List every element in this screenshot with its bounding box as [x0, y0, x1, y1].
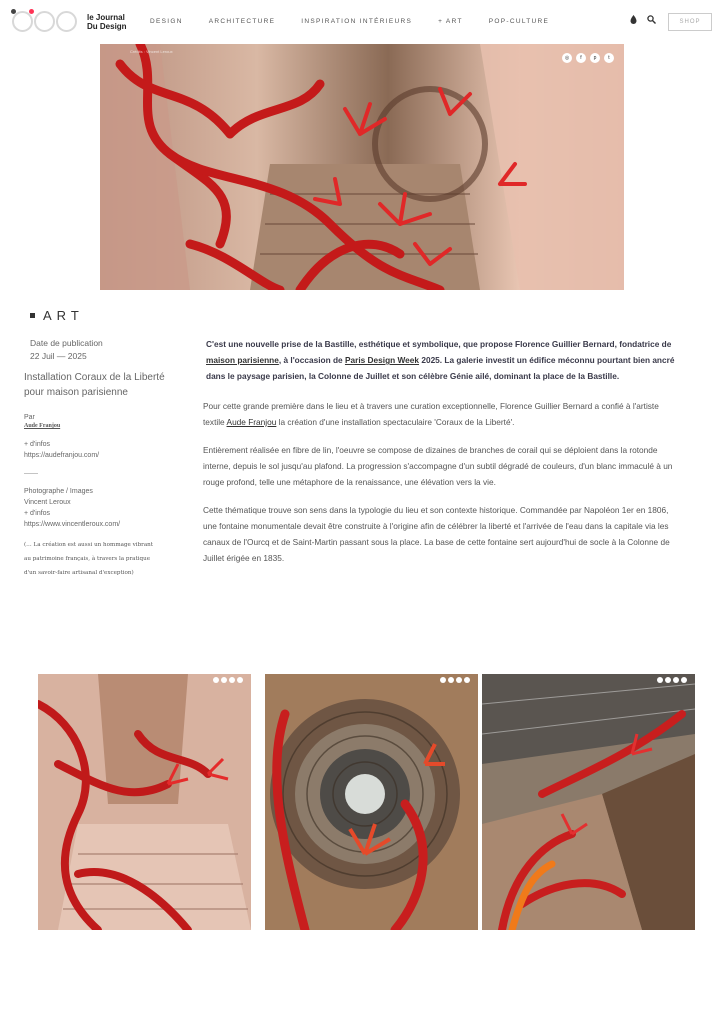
p1-text-b: la création d'une installation spectaculaire 'Coraux de la Liberté'. [276, 417, 515, 427]
logo-line-2: Du Design [87, 21, 127, 31]
coral-installation-photo [100, 44, 624, 290]
gallery-1-share [213, 677, 243, 683]
main-nav [150, 18, 575, 25]
hero-image [100, 44, 624, 290]
instagram-icon[interactable] [657, 677, 663, 683]
paragraph-1 [203, 398, 681, 430]
coral-stairs-photo [38, 674, 251, 930]
instagram-icon[interactable] [213, 677, 219, 683]
twitter-icon[interactable]: t [604, 53, 614, 63]
author-link[interactable]: Aude Franjou [24, 423, 61, 429]
hero-share-bar [562, 53, 614, 63]
separator: —— [24, 470, 38, 477]
gallery-3-share [657, 677, 687, 683]
quote-line-1: (… La création est aussi un hommage vibrant [24, 542, 154, 548]
nav-design[interactable]: DESIGN [150, 18, 183, 25]
quote-line-2: au patrimoine français, à travers la pratique [24, 556, 151, 562]
author-website-link[interactable]: https://audefranjou.com/ [24, 452, 100, 459]
pinterest-icon[interactable] [229, 677, 235, 683]
project-title: Installation Coraux de la Liberté pour maison parisienne [24, 372, 165, 398]
by-label: Par [24, 414, 35, 421]
article-body [203, 336, 681, 578]
lead-text-a: C'est une nouvelle prise de la Bastille, esthétique et symbolique, que propose Florence Guillier Bernard, fondatrice de [206, 339, 672, 349]
more-info-label-1: + d'infos [24, 441, 51, 448]
twitter-icon[interactable] [681, 677, 687, 683]
hero-caption: Crédits : Vincent Leroux [130, 49, 173, 54]
header-icons [630, 15, 656, 25]
logo-line-1: le Journal [87, 12, 125, 22]
paris-design-week-link[interactable]: Paris Design Week [344, 355, 420, 365]
nav-art[interactable]: + ART [438, 18, 463, 25]
nav-architecture[interactable]: ARCHITECTURE [208, 18, 276, 25]
gallery-image-1[interactable] [38, 674, 251, 930]
category-square-icon [30, 313, 35, 318]
photographer-label: Photographe / Images [24, 488, 93, 495]
lead-paragraph [206, 336, 681, 384]
twitter-icon[interactable] [464, 677, 470, 683]
coral-railing-photo [482, 674, 695, 930]
paragraph-2: Entièrement réalisée en fibre de lin, l'oeuvre se compose de dizaines de branches de corail qui se déploient dans la rotonde interne, depuis le sol jusqu'au plafond. La progression s'accompagne d'un subtil dégradé de couleurs, d'un blanc immaculé à un rouge profond, telle une métaphore de la renaissance, une élévation vers la vie. [203, 445, 673, 487]
pinterest-icon[interactable]: p [590, 53, 600, 63]
facebook-icon[interactable] [448, 677, 454, 683]
side-quote [24, 538, 184, 580]
spiral-staircase-photo [265, 674, 478, 930]
search-icon[interactable] [647, 15, 656, 24]
category-label [30, 308, 84, 323]
instagram-icon[interactable]: ◎ [562, 53, 572, 63]
gallery-2-share [440, 677, 470, 683]
category-text[interactable]: ART [43, 308, 84, 323]
pinterest-icon[interactable] [456, 677, 462, 683]
photographer-name: Vincent Leroux [24, 499, 71, 506]
aude-franjou-link[interactable]: Aude Franjou [226, 417, 277, 427]
logo-text [87, 13, 127, 31]
quote-line-3: d'un savoir-faire artisanal d'exception) [24, 570, 134, 576]
site-header [0, 0, 724, 44]
more-info-label-2: + d'infos [24, 510, 51, 517]
p1-text-a: Pour cette grande première dans le lieu et à travers une curation exceptionnelle, Florence Guillier Bernard a confié à l'artiste textile [203, 401, 659, 427]
facebook-icon[interactable] [221, 677, 227, 683]
pinterest-icon[interactable] [673, 677, 679, 683]
facebook-icon[interactable]: f [576, 53, 586, 63]
photographer-website-link[interactable]: https://www.vincentleroux.com/ [24, 521, 121, 528]
gallery-image-2[interactable] [265, 674, 478, 930]
article-sidebar [24, 336, 184, 580]
lead-text-b: , à l'occasion de [278, 355, 345, 365]
publication-date-label: Date de publication [30, 338, 103, 348]
publication-date: 22 Juil — 2025 [30, 351, 87, 361]
shop-button[interactable]: SHOP [668, 13, 712, 31]
gallery-image-3[interactable] [482, 674, 695, 930]
paragraph-3: Cette thématique trouve son sens dans la typologie du lieu et son contexte historique. Commandée par Napoléon 1er en 1806, une fontaine monumentale devait être construite à l'origine afin de célébrer la liberté et l'arrivée de l'eau dans la capitale via les canaux de l'Ourcq et de Saint-Martin passant sous la place. La base de cette fontaine sert aujourd'hui de socle à la Colonne de Juillet érigée en 1835. [203, 505, 670, 563]
facebook-icon[interactable] [665, 677, 671, 683]
maison-parisienne-link[interactable]: maison parisienne [206, 355, 279, 365]
site-logo[interactable] [12, 11, 127, 32]
twitter-icon[interactable] [237, 677, 243, 683]
lead-text-c: 2025. La galerie investit un édifice méconnu pourtant bien ancré dans le paysage parisien, la Colonne de Juillet et son célèbre Génie ailé, dominant la place de la Bastille. [206, 355, 675, 381]
dark-mode-icon[interactable] [630, 15, 637, 25]
nav-inspiration-interieurs[interactable]: INSPIRATION INTÉRIEURS [301, 18, 413, 25]
instagram-icon[interactable] [440, 677, 446, 683]
logo-mark [12, 11, 77, 32]
nav-pop-culture[interactable]: POP-CULTURE [488, 18, 550, 25]
